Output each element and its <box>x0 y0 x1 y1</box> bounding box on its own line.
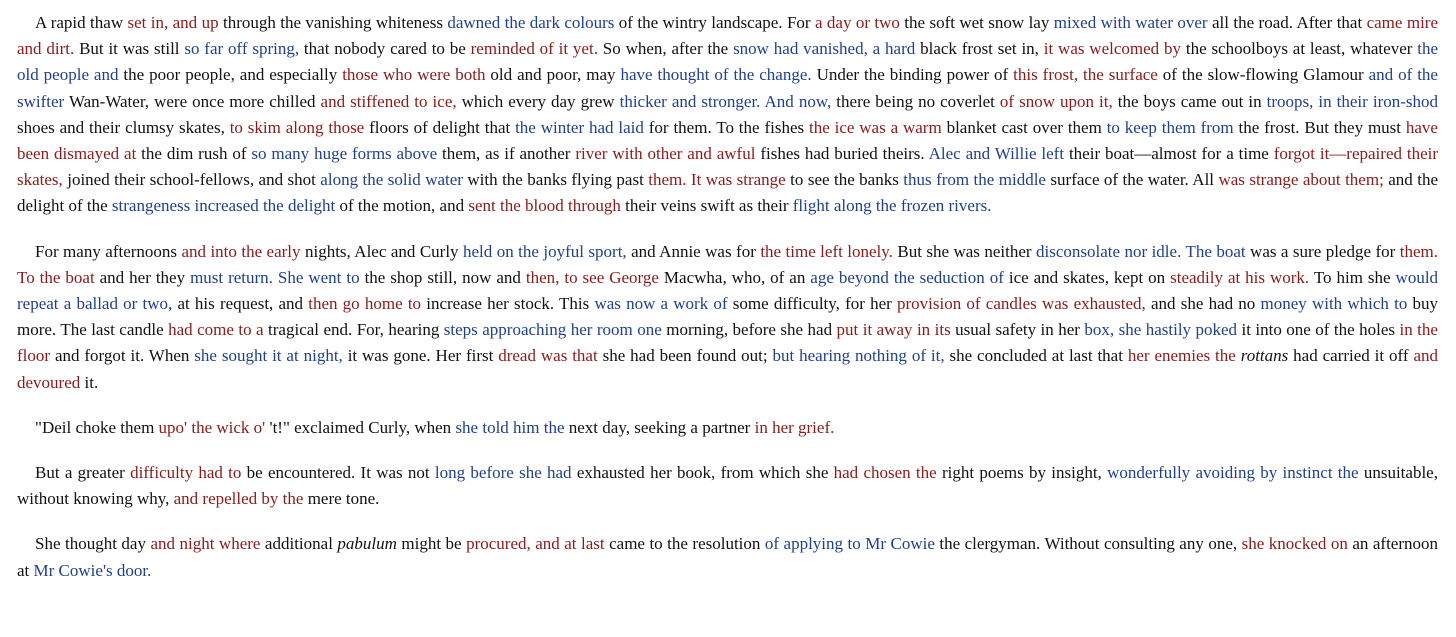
text-segment: she concluded at last that <box>944 346 1128 366</box>
text-segment: she knocked on <box>1241 534 1348 554</box>
text-segment: Mr Cowie's door. <box>33 560 152 580</box>
text-segment: had come to a <box>168 320 264 340</box>
text-segment: Alec and Willie left <box>928 144 1065 164</box>
text-segment: have thought of the change. <box>620 65 812 85</box>
text-segment: long before she had <box>434 463 572 483</box>
text-segment: floors of delight that <box>364 117 516 137</box>
text-segment: box, she hastily poked <box>1084 320 1238 340</box>
document-body <box>17 10 1438 603</box>
text-segment: of snow upon it, <box>999 91 1113 111</box>
text-segment: to skim along those <box>229 117 365 137</box>
text-segment: to see the banks <box>785 170 904 190</box>
text-segment: and stiffened to ice, <box>320 91 457 111</box>
text-segment: surface of the water. All <box>1045 170 1219 190</box>
text-segment: Macwha, who, of an <box>658 267 811 287</box>
text-segment: right poems by insight, <box>936 463 1108 483</box>
text-segment: through the vanishing whiteness <box>218 13 448 32</box>
text-segment: and forgot it. When <box>50 346 195 366</box>
text-segment: rottans <box>1240 346 1289 366</box>
text-segment: would repeat a ballad or two, <box>17 267 1439 314</box>
text-segment: wonderfully avoiding by instinct the <box>1107 463 1359 483</box>
text-segment: steadily at his work. <box>1170 267 1310 287</box>
text-segment: all the road. After that <box>1207 13 1367 32</box>
text-segment: held on the joyful sport, <box>463 241 627 261</box>
text-segment: was a sure pledge for <box>1245 241 1400 261</box>
text-segment: them. To the boat <box>17 241 1438 287</box>
text-segment: set in, and up <box>127 13 219 32</box>
text-segment: unsuitable, without knowing why, <box>17 463 1438 509</box>
text-segment: then go home to <box>308 294 422 314</box>
text-segment: provision of candles was exhausted, <box>897 294 1146 314</box>
text-segment: additional <box>260 534 338 554</box>
text-segment: ice and skates, kept on <box>1003 267 1171 287</box>
text-segment: had carried it off <box>1288 346 1414 366</box>
text-segment: the time left lonely. <box>760 241 893 261</box>
text-segment: was strange about them; <box>1218 170 1384 190</box>
text-segment: them, as if another <box>437 144 576 164</box>
text-segment: the winter had laid <box>515 117 644 137</box>
text-segment: So when, after the <box>597 39 734 59</box>
text-segment: a day or two <box>814 13 900 32</box>
text-segment: the boys came out in <box>1112 91 1267 111</box>
text-segment: to keep them from <box>1106 117 1234 137</box>
text-segment: dread was that <box>498 346 598 366</box>
text-segment: upo' the wick o' <box>158 417 266 437</box>
text-segment: strangeness increased the delight <box>111 196 336 216</box>
text-segment: the frost. But they must <box>1233 117 1406 137</box>
text-segment: steps approaching her room one <box>443 320 662 340</box>
text-segment: mere tone. <box>303 489 380 509</box>
text-segment: of the slow-flowing Glamour <box>1157 65 1369 85</box>
text-segment: and the delight of the <box>17 170 1438 216</box>
text-segment: and she had no <box>1145 294 1261 314</box>
text-segment: tragical end. For, hearing <box>263 320 444 340</box>
text-segment: an afternoon at <box>17 534 1439 580</box>
text-segment: money with which to <box>1260 294 1408 314</box>
text-segment: have been dismayed at <box>17 117 1438 164</box>
text-segment: buy more. The last candle <box>17 294 1439 340</box>
text-segment: of the motion, and <box>335 196 469 216</box>
text-segment: For many afternoons <box>35 241 182 261</box>
text-segment: then, to see George <box>525 267 659 287</box>
text-segment: that nobody cared to be <box>299 39 471 59</box>
text-segment: thus from the middle <box>903 170 1046 190</box>
text-segment: usual safety in her <box>950 320 1085 340</box>
text-segment: fishes had buried theirs. <box>755 144 929 164</box>
text-segment: some difficulty, for her <box>727 294 898 314</box>
text-segment: it. <box>80 372 99 392</box>
text-segment: might be <box>396 534 467 554</box>
text-segment: with the banks flying past <box>462 170 649 190</box>
text-segment: them. It was strange <box>648 170 786 190</box>
text-segment: came mire and dirt. <box>17 13 1438 59</box>
text-segment: and devoured <box>17 346 1438 392</box>
text-segment: But a greater <box>35 463 131 483</box>
text-segment: in her grief. <box>754 417 835 437</box>
text-segment: and Annie was for <box>626 241 761 261</box>
text-segment: this frost, the surface <box>1013 65 1158 85</box>
text-segment: the ice was a warm <box>808 117 942 137</box>
text-segment: so many huge forms above <box>251 144 438 164</box>
text-segment: and night where <box>150 534 261 554</box>
paragraph <box>17 10 1438 220</box>
text-segment: She thought day <box>35 534 151 554</box>
text-segment: disconsolate nor idle. The boat <box>1036 241 1246 261</box>
text-segment: there being no coverlet <box>831 91 1000 111</box>
text-segment: she sought it at night, <box>194 346 343 366</box>
text-segment: sent the blood through <box>468 196 621 216</box>
text-segment: her enemies the <box>1127 346 1236 366</box>
text-segment: But she was neither <box>892 241 1036 261</box>
text-segment: at his request, and <box>172 294 309 314</box>
text-segment: be encountered. It was not <box>241 463 435 483</box>
text-segment: forgot it—repaired their skates, <box>17 144 1439 190</box>
text-segment: thicker and stronger. And now, <box>619 91 832 111</box>
text-segment: black frost set in, <box>915 39 1044 59</box>
text-segment: and of the swifter <box>17 65 1438 111</box>
text-segment: in the floor <box>17 320 1438 366</box>
text-segment: must return. She went to <box>190 267 360 287</box>
text-segment: it was welcomed by <box>1043 39 1182 59</box>
text-segment: the dim rush of <box>136 144 252 164</box>
text-segment: A rapid thaw <box>35 13 128 32</box>
text-segment: the poor people, and especially <box>118 65 343 85</box>
text-segment: Under the binding power of <box>811 65 1014 85</box>
text-segment: 't!" exclaimed Curly, when <box>265 417 456 437</box>
text-segment: had chosen the <box>833 463 937 483</box>
paragraph <box>17 460 1438 512</box>
text-segment: procured, and at last <box>466 534 605 554</box>
text-segment: it was gone. Her first <box>342 346 499 366</box>
text-segment: those who were both <box>342 65 486 85</box>
text-segment: and repelled by the <box>173 489 304 509</box>
text-segment: the soft wet snow lay <box>899 13 1054 32</box>
text-segment: dawned the dark colours <box>447 13 615 32</box>
text-segment: but hearing nothing of it, <box>772 346 945 366</box>
text-segment: came to the resolution <box>604 534 765 554</box>
text-segment: the schoolboys at least, whatever <box>1181 39 1418 59</box>
paragraph <box>17 239 1438 396</box>
text-segment: the shop still, now and <box>359 267 526 287</box>
text-segment: which every day grew <box>456 91 620 111</box>
text-segment: pabulum <box>337 534 397 554</box>
text-segment: of applying to Mr Cowie <box>764 534 935 554</box>
text-segment: difficulty had to <box>130 463 242 483</box>
text-segment: snow had vanished, a hard <box>733 39 916 59</box>
text-segment: mixed with water over <box>1053 13 1208 32</box>
text-segment: increase her stock. This <box>421 294 595 314</box>
text-segment: she had been found out; <box>597 346 773 366</box>
text-segment: the old people and <box>17 39 1439 85</box>
text-segment: "Deil choke them <box>35 417 159 437</box>
text-segment: morning, before she had <box>661 320 837 340</box>
text-segment: and her they <box>94 267 191 287</box>
text-segment: Wan-Water, were once more chilled <box>64 91 321 111</box>
paragraph <box>17 415 1438 441</box>
text-segment: flight along the frozen rivers. <box>792 196 992 216</box>
text-segment: To him she <box>1309 267 1396 287</box>
text-segment: joined their school-fellows, and shot <box>62 170 321 190</box>
text-segment: reminded of it yet. <box>470 39 598 59</box>
text-segment: was now a work of <box>594 294 728 314</box>
text-segment: of the wintry landscape. For <box>614 13 815 32</box>
text-segment: nights, Alec and Curly <box>300 241 463 261</box>
paragraph <box>17 531 1438 583</box>
text-segment: she told him the <box>455 417 565 437</box>
text-segment: river with other and awful <box>575 144 756 164</box>
text-segment: along the solid water <box>320 170 463 190</box>
text-segment: their boat—almost for a time <box>1064 144 1274 164</box>
text-segment: troops, in their iron-shod <box>1266 91 1439 111</box>
text-segment: exhausted her book, from which she <box>571 463 834 483</box>
text-segment: and into the early <box>181 241 301 261</box>
text-segment: their veins swift as their <box>620 196 793 216</box>
text-segment: shoes and their clumsy skates, <box>17 117 230 137</box>
text-segment: next day, seeking a partner <box>564 417 755 437</box>
text-segment: for them. To the fishes <box>643 117 809 137</box>
text-segment: old and poor, may <box>485 65 621 85</box>
text-segment: put it away in its <box>836 320 951 340</box>
text-segment: But it was still <box>74 39 185 59</box>
text-segment: the clergyman. Without consulting any one, <box>934 534 1242 554</box>
text-segment: blanket cast over them <box>941 117 1107 137</box>
text-segment: so far off spring, <box>184 39 300 59</box>
text-segment: age beyond the seduction of <box>810 267 1004 287</box>
text-segment: it into one of the holes <box>1237 320 1400 340</box>
